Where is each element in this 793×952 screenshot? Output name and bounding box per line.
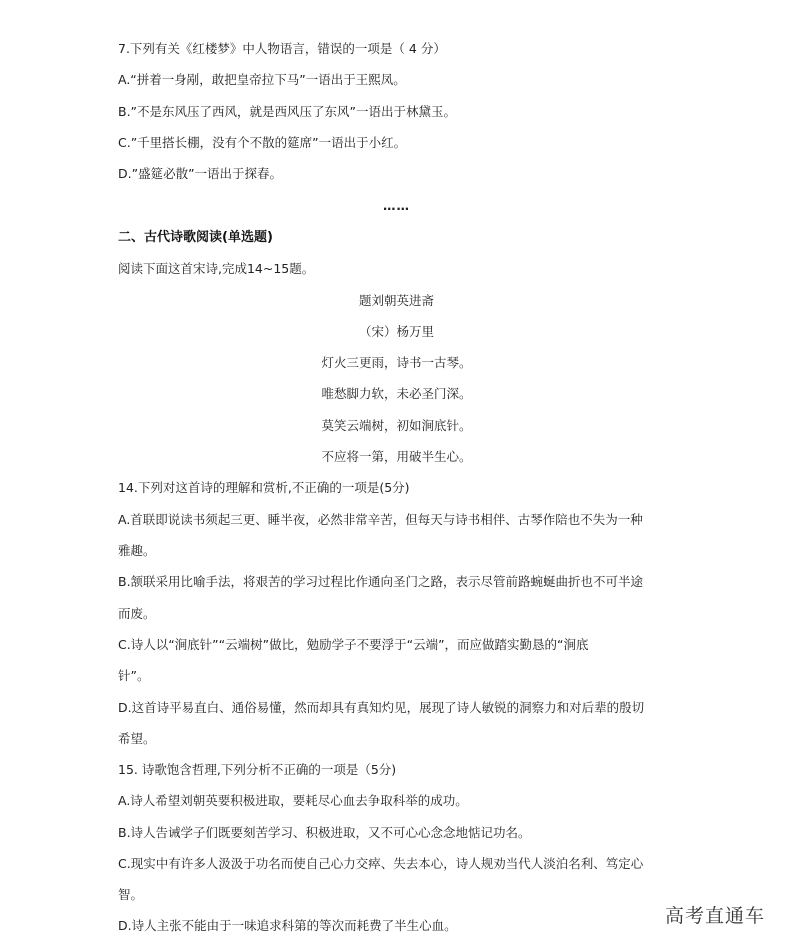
section-title: 二、古代诗歌阅读(单选题) xyxy=(118,230,273,245)
poem-title: 题刘朝英进斋 xyxy=(358,293,434,308)
poem-author: （宋）杨万里 xyxy=(358,324,434,339)
q7-option-a: A.“拼着一身剐，敢把皇帝拉下马”一语出于王熙凤。 xyxy=(118,72,406,87)
q14-option-b: B.颔联采用比喻手法，将艰苦的学习过程比作通向圣门之路，表示尽管前路蜿蜒曲折也不可半途 xyxy=(118,574,644,589)
q14-option-d: D.这首诗平易直白、通俗易懂，然而却具有真知灼见，展现了诗人敏锐的洞察力和对后辈的殷切 xyxy=(118,700,645,715)
ellipsis-separator: …… xyxy=(383,198,410,213)
q7-option-c: C.”千里搭长棚，没有个不散的筵席”一语出于小红。 xyxy=(118,135,407,150)
q15-stem: 15. 诗歌饱含哲理,下列分析不正确的一项是（5分) xyxy=(118,762,397,777)
poem-line-4: 不应将一第，用破半生心。 xyxy=(321,449,472,464)
q7-stem: 7.下列有关《红楼梦》中人物语言，错误的一项是（ 4 分） xyxy=(118,41,446,56)
q15-option-a: A.诗人希望刘朝英要积极进取，要耗尽心血去争取科举的成功。 xyxy=(118,793,468,808)
q14-option-b-cont: 而废。 xyxy=(118,606,156,621)
q15-option-d: D.诗人主张不能由于一味追求科第的等次而耗费了半生心血。 xyxy=(118,918,457,933)
q15-option-c-cont: 智。 xyxy=(118,887,144,902)
q14-option-a: A.首联即说读书须起三更、睡半夜，必然非常辛苦，但每天与诗书相伴、古琴作陪也不失为一种 xyxy=(118,512,643,527)
q14-option-a-cont: 雅趣。 xyxy=(118,543,156,558)
q15-option-c: C.现实中有许多人汲汲于功名而使自己心力交瘁、失去本心，诗人规劝当代人淡泊名利、笃定心 xyxy=(118,856,644,871)
poem-line-2: 唯愁脚力软，未必圣门深。 xyxy=(321,386,472,401)
q15-option-b: B.诗人告诫学子们既要刻苦学习、积极进取，又不可心心念念地惦记功名。 xyxy=(118,825,531,840)
q14-option-c-cont: 针”。 xyxy=(118,668,150,683)
q14-option-d-cont: 希望。 xyxy=(118,731,156,746)
section-intro: 阅读下面这首宋诗,完成14~15题。 xyxy=(118,261,315,276)
q7-option-d: D.”盛筵必散”一语出于探春。 xyxy=(118,166,283,181)
watermark-text: 高考直通车 xyxy=(664,905,765,927)
q7-option-b: B.”不是东风压了西风，就是西风压了东风”一语出于林黛玉。 xyxy=(118,104,457,119)
q14-stem: 14.下列对这首诗的理解和赏析,不正确的一项是(5分) xyxy=(118,480,410,495)
poem-line-1: 灯火三更雨，诗书一古琴。 xyxy=(321,355,472,370)
q14-option-c: C.诗人以“涧底针”“云端树”做比，勉励学子不要浮于“云端”，而应做踏实勤恳的“涧底 xyxy=(118,637,589,652)
poem-line-3: 莫笑云端树，初如涧底针。 xyxy=(321,418,472,433)
